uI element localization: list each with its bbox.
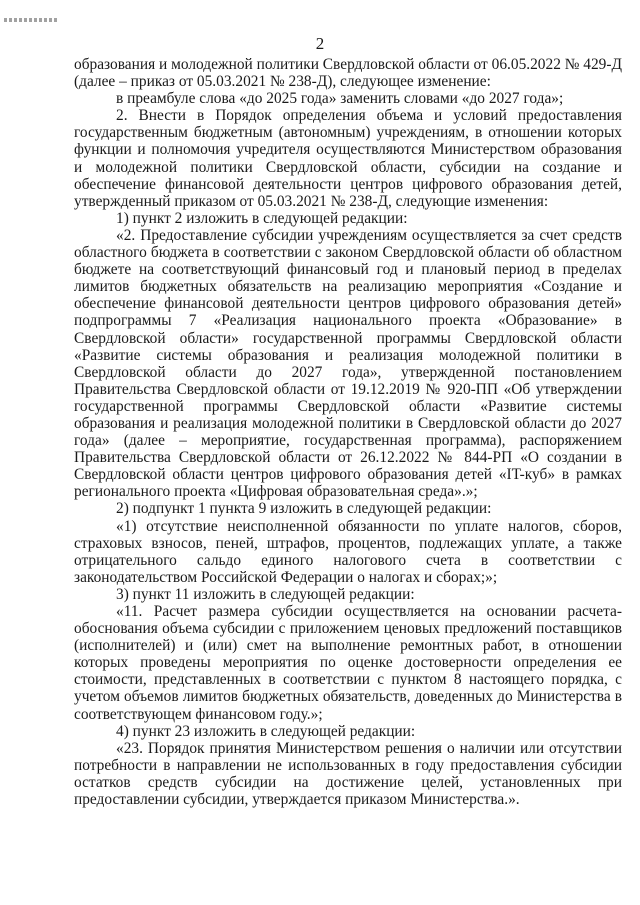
paragraph-6: 2) подпункт 1 пункта 9 изложить в следующей редакции: [116, 500, 492, 518]
paragraph-9: «11. Расчет размера субсидии осуществляется на основании расчета-обоснования объема субсидии с приложением ценовых предложений поставщиков (исполнителей) и (или) смет на выполнение ремонтных работ, в отношении которых проведены мероприятия по оценке достоверности определения ее стоимости, представленных в соответствии с пунктом 8 настоящего порядка, с учетом объемов лимитов бюджетных обязательств, доведенных до Министерства в соответствующем финансовом году.»; [74, 603, 622, 723]
page-number: 2 [315, 34, 325, 53]
paragraph-1: образования и молодежной политики Свердловской области от 06.05.2022 № 429-Д (далее – приказ от 05.03.2021 № 238-Д), следующее изменение: [74, 56, 622, 91]
scan-artifact-mark [4, 18, 58, 22]
paragraph-11: «23. Порядок принятия Министерством решения о наличии или отсутствии потребности в направлении не использованных в году предоставления субсидии остатков средств субсидии на достижение целей, установленных при предоставлении субсидии, утверждается приказом Министерства.». [74, 739, 622, 809]
paragraph-7: «1) отсутствие неисполненной обязанности по уплате налогов, сборов, страховых взносов, пеней, штрафов, процентов, подлежащих уплате, а также отрицательного сальдо единого налогового счета в соответствии с законодательством Российской Федерации о налогах и сборах;»; [74, 517, 622, 586]
document-body [74, 56, 622, 808]
paragraph-10: 4) пункт 23 изложить в следующей редакции: [116, 722, 416, 740]
paragraph-2: в преамбуле слова «до 2025 года» заменить словами «до 2027 года»; [116, 90, 564, 108]
paragraph-3: 2. Внести в Порядок определения объема и условий предоставления государственным бюджетным (автономным) учреждениям, в отношении которых функции и полномочия учредителя осуществляются Министерством образования и молодежной политики Свердловской области, субсидии на создание и обеспечение финансовой деятельности центров цифрового образования детей, утвержденный приказом от 05.03.2021 № 238-Д, следующие изменения: [74, 107, 622, 210]
paragraph-4: 1) пункт 2 изложить в следующей редакции: [116, 209, 408, 227]
paragraph-5: «2. Предоставление субсидии учреждениям осуществляется за счет средств областного бюджета в соответствии с законом Свердловской области об областном бюджете на соответствующий финансовый год и плановый период в пределах лимитов бюджетных обязательств на реализацию мероприятия «Создание и обеспечение финансовой деятельности центров цифрового образования детей» подпрограммы 7 «Реализация национального проекта «Образование» в Свердловской области» государственной программы Свердловской области «Развитие системы образования и реализация молодежной политики в Свердловской области до 2027 года», утвержденной постановлением Правительства Свердловской области от 19.12.2019 № 920-ПП «Об утверждении государственной программы Свердловской области «Развитие системы образования и реализация молодежной политики в Свердловской области до 2027 года» (далее – мероприятие, государственная программа), распоряжением Правительства Свердловской области от 26.12.2022 № 844-РП «О создании в Свердловской области центров цифрового образования детей «IT-куб» в рамках регионального проекта «Цифровая образовательная среда».»; [74, 226, 622, 501]
paragraph-8: 3) пункт 11 изложить в следующей редакции: [116, 585, 415, 603]
